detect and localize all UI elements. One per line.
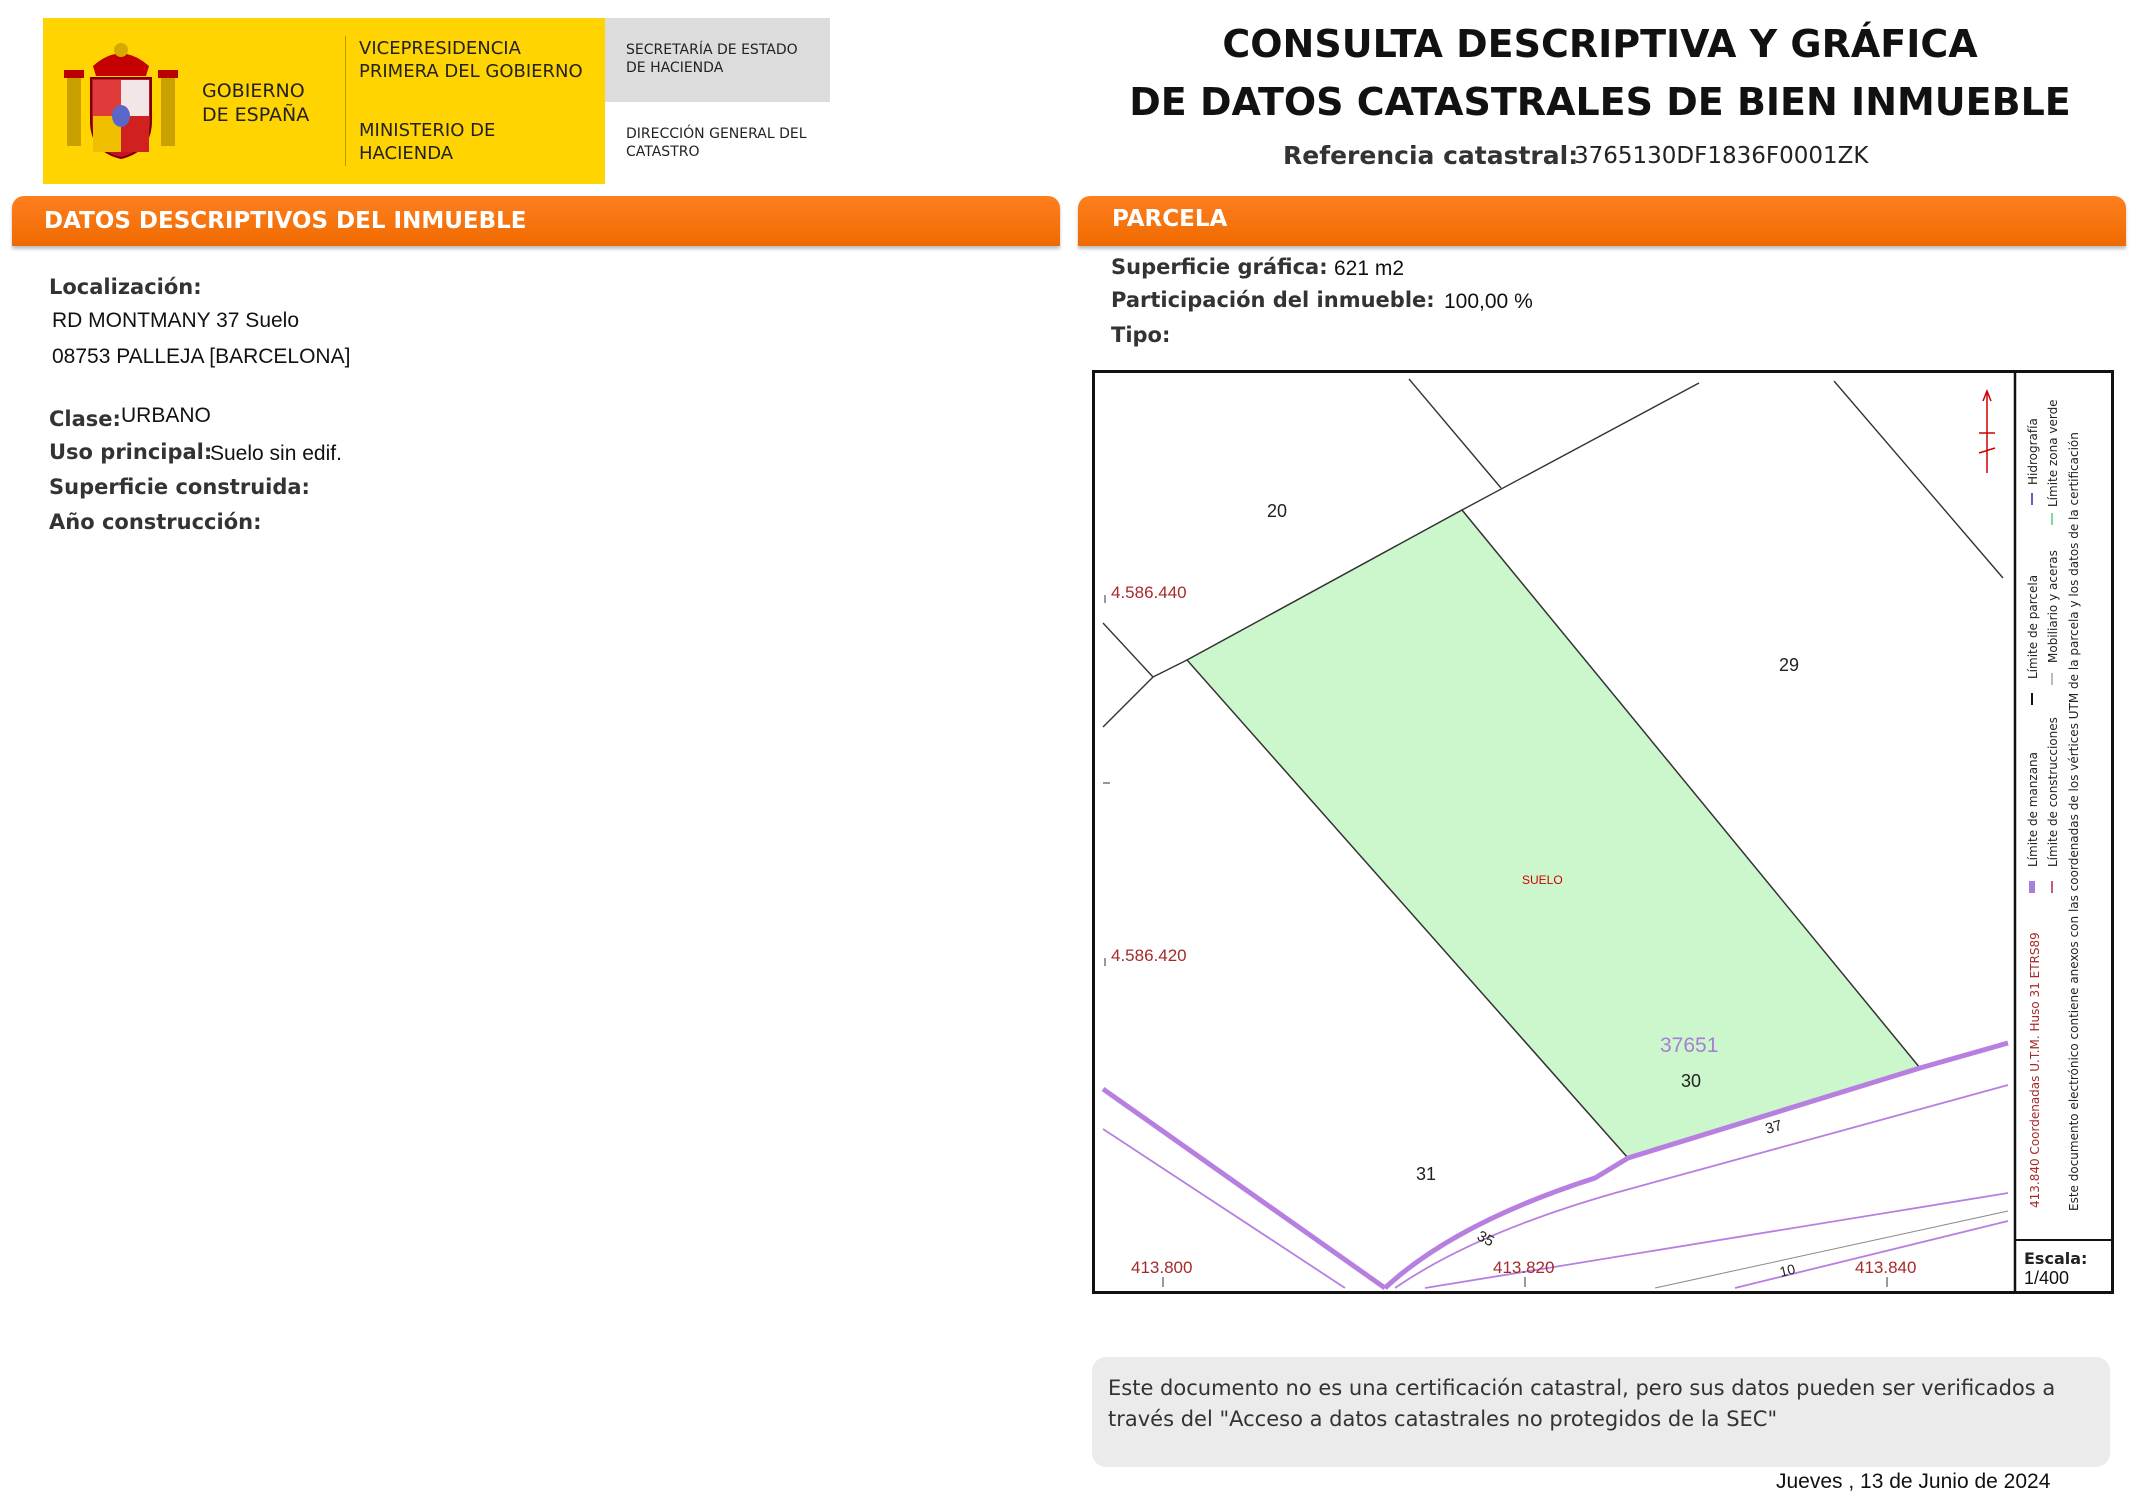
tipo-label: Tipo:	[1111, 323, 1171, 347]
street-number-10: 10	[1777, 1260, 1797, 1280]
parcel-number-29: 29	[1779, 655, 1800, 675]
north-arrow-icon	[1979, 391, 1995, 473]
document-title-line2: DE DATOS CATASTRALES DE BIEN INMUEBLE	[1129, 80, 2071, 124]
legend-manzana: Límite de manzana	[2026, 751, 2040, 867]
superficie-grafica-value: 621 m2	[1334, 257, 1405, 280]
manzana-number: 37651	[1660, 1034, 1719, 1057]
superficie-grafica-label: Superficie gráfica:	[1111, 255, 1328, 279]
localizacion-label: Localización:	[49, 275, 202, 299]
vicepresidencia-text: VICEPRESIDENCIA PRIMERA DEL GOBIERNO	[359, 38, 583, 82]
anio-construccion-label: Año construcción:	[49, 510, 262, 534]
participacion-value: 100,00 %	[1444, 290, 1533, 313]
uso-principal-label: Uso principal:	[49, 440, 213, 464]
x-coordinate-1: 413.800	[1131, 1258, 1193, 1277]
ministerio-text: MINISTERIO DE HACIENDA	[359, 120, 496, 164]
legend-parcela: Límite de parcela	[2026, 574, 2040, 679]
legend-coordinates: 413.840 Coordenadas U.T.M. Huso 31 ETRS89	[2028, 932, 2042, 1208]
document-title-line1: CONSULTA DESCRIPTIVA Y GRÁFICA	[1222, 22, 1978, 66]
verification-note-text: Este documento no es una certificación catastral, pero sus datos pueden ser verificados a través del "Acceso a datos catastrales no protegidos de la SEC"	[1108, 1376, 2056, 1431]
secretaria-band	[605, 18, 830, 102]
escala-label: Escala:	[2024, 1249, 2088, 1268]
parcela-section-title: PARCELA	[1112, 206, 1228, 232]
address-line2: 08753 PALLEJA [BARCELONA]	[52, 345, 351, 368]
map-legend	[2026, 399, 2081, 1211]
clase-value: URBANO	[121, 404, 211, 427]
legend-construcciones: Límite de construcciones	[2046, 717, 2060, 867]
street-number-37: 37	[1763, 1116, 1785, 1138]
uso-principal-value: Suelo sin edif.	[210, 442, 342, 465]
document-date: Jueves , 13 de Junio de 2024	[1776, 1470, 2051, 1493]
gobierno-espana-text: GOBIERNO DE ESPAÑA	[202, 80, 310, 126]
escala-value: 1/400	[2024, 1268, 2070, 1288]
suelo-label: SUELO	[1522, 873, 1563, 887]
parcela-section-header	[1078, 196, 2126, 246]
cadastral-map-drawing	[1095, 373, 2111, 1291]
parcel-polygon	[1187, 510, 1920, 1158]
legend-zona-verde: Límite zona verde	[2046, 399, 2060, 507]
parcel-number-31: 31	[1416, 1164, 1437, 1184]
parcel-number-20: 20	[1267, 501, 1288, 521]
y-coordinate-2: 4.586.420	[1111, 946, 1187, 965]
legend-hidrografia: Hidrografía	[2026, 418, 2040, 485]
ref-catastral-value: 3765130DF1836F0001ZK	[1574, 143, 1869, 169]
descriptive-section-header	[12, 196, 1060, 246]
logo-divider	[345, 36, 346, 166]
secretaria-text: SECRETARÍA DE ESTADO DE HACIENDA	[626, 42, 798, 76]
cadastral-map	[1092, 370, 2114, 1294]
legend-note: Este documento electrónico contiene anexos con las coordenadas de los vértices UTM de la parcela y los datos de la certificación	[2067, 432, 2081, 1211]
x-coordinate-3: 413.840	[1855, 1258, 1917, 1277]
direccion-text: DIRECCIÓN GENERAL DEL CATASTRO	[626, 126, 807, 160]
participacion-label: Participación del inmueble:	[1111, 288, 1435, 312]
descriptive-section-title: DATOS DESCRIPTIVOS DEL INMUEBLE	[44, 208, 527, 234]
y-coordinate-1: 4.586.440	[1111, 583, 1187, 602]
superficie-construida-label: Superficie construida:	[49, 475, 310, 499]
ref-catastral-label: Referencia catastral:	[1283, 141, 1579, 170]
government-logo-band	[43, 18, 605, 184]
street-number-35: 35	[1474, 1227, 1497, 1251]
parcel-number-30: 30	[1681, 1071, 1702, 1091]
direccion-band	[605, 102, 830, 184]
clase-label: Clase:	[49, 407, 121, 431]
legend-mobiliario: Mobiliario y aceras	[2046, 550, 2060, 663]
address-line1: RD MONTMANY 37 Suelo	[52, 309, 300, 332]
coat-of-arms-icon	[61, 36, 181, 166]
x-coordinate-2: 413.820	[1493, 1258, 1555, 1277]
